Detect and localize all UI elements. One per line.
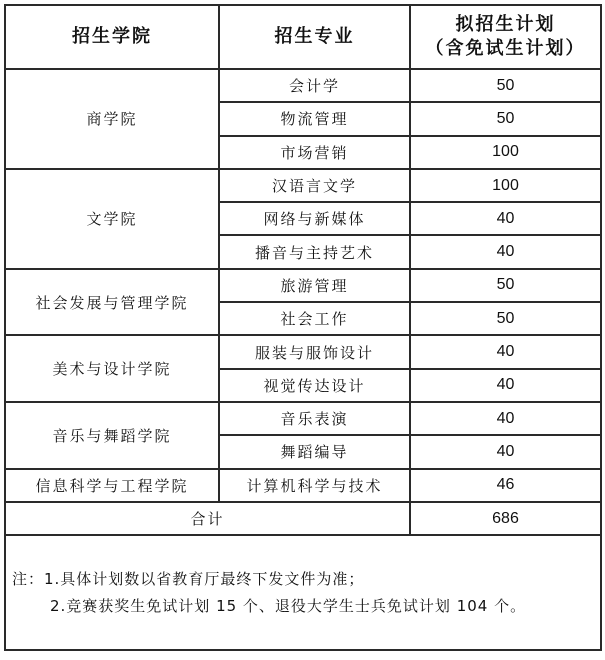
- note-line-2: 2.竞赛获奖生免试计划 15 个、退役大学生士兵免试计划 104 个。: [50, 596, 527, 615]
- header-row: [5, 5, 601, 69]
- header-plan-line2: （含免试生计划）: [425, 38, 586, 59]
- plan-cell: 46: [410, 469, 601, 502]
- major-cell: 旅游管理: [219, 269, 410, 302]
- plan-cell: 50: [410, 302, 601, 335]
- table-row: [5, 169, 601, 202]
- table-row: [5, 402, 601, 435]
- major-cell: 计算机科学与技术: [219, 469, 410, 502]
- header-college: 招生学院: [5, 5, 219, 69]
- college-cell: 音乐与舞蹈学院: [5, 402, 219, 469]
- major-cell: 视觉传达设计: [219, 369, 410, 402]
- plan-cell: 40: [410, 435, 601, 468]
- table-row: [5, 335, 601, 368]
- note-line-1: 注：1.具体计划数以省教育厅最终下发文件为准；: [12, 569, 365, 588]
- major-cell: 物流管理: [219, 102, 410, 135]
- plan-cell: 40: [410, 335, 601, 368]
- college-cell: 美术与设计学院: [5, 335, 219, 402]
- plan-cell: 40: [410, 369, 601, 402]
- plan-cell: 50: [410, 102, 601, 135]
- major-cell: 社会工作: [219, 302, 410, 335]
- college-cell: 商学院: [5, 69, 219, 169]
- plan-cell: 40: [410, 235, 601, 268]
- notes-row: [5, 535, 601, 650]
- college-cell: 社会发展与管理学院: [5, 269, 219, 336]
- major-cell: 播音与主持艺术: [219, 235, 410, 268]
- major-cell: 会计学: [219, 69, 410, 102]
- header-plan-line1: 拟招生计划: [455, 14, 556, 35]
- major-cell: 音乐表演: [219, 402, 410, 435]
- header-plan: [410, 5, 601, 69]
- major-cell: 网络与新媒体: [219, 202, 410, 235]
- plan-cell: 50: [410, 69, 601, 102]
- total-value: 686: [410, 502, 601, 535]
- notes-cell: [5, 535, 601, 650]
- college-cell: 文学院: [5, 169, 219, 269]
- table-row: [5, 469, 601, 502]
- total-label: 合计: [5, 502, 410, 535]
- major-cell: 汉语言文学: [219, 169, 410, 202]
- major-cell: 舞蹈编导: [219, 435, 410, 468]
- table-row: [5, 269, 601, 302]
- total-row: [5, 502, 601, 535]
- plan-cell: 50: [410, 269, 601, 302]
- table-row: [5, 69, 601, 102]
- header-major: 招生专业: [219, 5, 410, 69]
- plan-cell: 40: [410, 402, 601, 435]
- plan-cell: 40: [410, 202, 601, 235]
- major-cell: 市场营销: [219, 136, 410, 169]
- plan-cell: 100: [410, 136, 601, 169]
- college-cell: 信息科学与工程学院: [5, 469, 219, 502]
- major-cell: 服装与服饰设计: [219, 335, 410, 368]
- enrollment-plan-table: [4, 4, 602, 651]
- plan-cell: 100: [410, 169, 601, 202]
